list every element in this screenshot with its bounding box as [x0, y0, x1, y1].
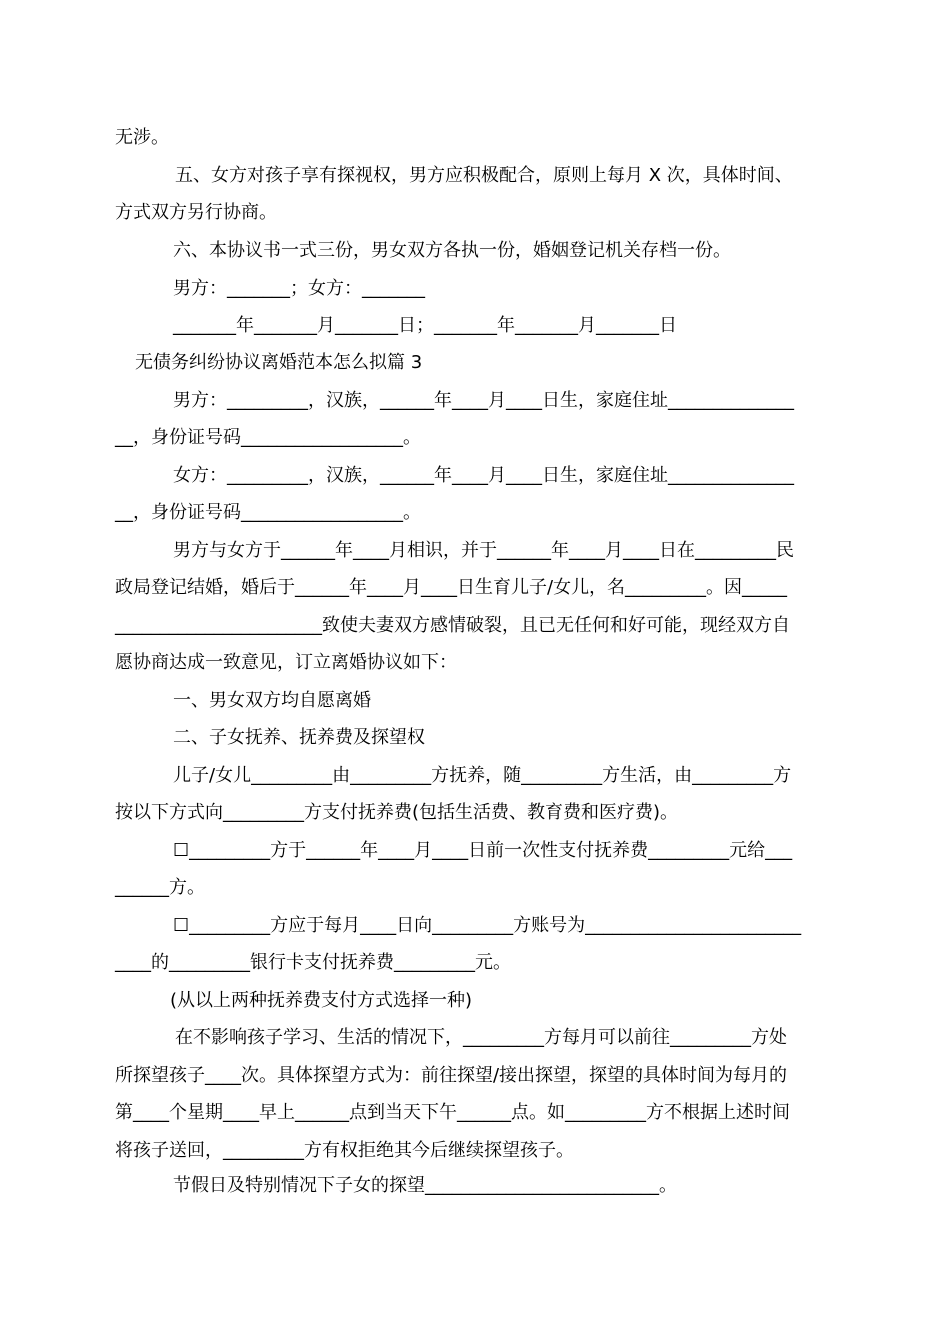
- text-line: __，身份证号码__________________。: [115, 502, 421, 523]
- text-line: (从以上两种抚养费支付方式选择一种): [170, 990, 473, 1011]
- text-line: 男方与女方于______年____月相识，并于______年____月____日在_________民: [173, 540, 794, 561]
- text-line: 所探望孩子____次。具体探望方式为：前往探望/接出探望，探望的具体时间为每月的: [115, 1065, 788, 1086]
- checkbox-option-line: ☐_________方应于每月____日向_________方账号为________________________: [173, 915, 802, 936]
- text-line: 六、本协议书一式三份，男女双方各执一份，婚姻登记机关存档一份。: [173, 240, 731, 261]
- text-line: 一、男女双方均自愿离婚: [173, 690, 371, 711]
- text-line: 无涉。: [115, 127, 169, 148]
- text-line: __，身份证号码__________________。: [115, 427, 421, 448]
- text-line: 男方：_________，汉族，______年____月____日生，家庭住址______________: [173, 390, 794, 411]
- text-line: 女方：_________，汉族，______年____月____日生，家庭住址______________: [173, 465, 794, 486]
- text-line: 第____个星期____早上______点到当天下午______点。如_________方不根据上述时间: [115, 1102, 790, 1123]
- text-line: _______________________致使夫妻双方感情破裂，且已无任何和好可能，现经双方自: [115, 615, 790, 636]
- text-line: 按以下方式向_________方支付抚养费(包括生活费、教育费和医疗费)。: [115, 802, 679, 823]
- text-line: 儿子/女儿_________由_________方抚养，随_________方生活，由_________方: [173, 765, 792, 786]
- text-line: 节假日及特别情况下子女的探望__________________________。: [173, 1175, 677, 1196]
- text-line: 方式双方另行协商。: [115, 202, 277, 223]
- text-line: _______年_______月_______日；_______年_______月_______日: [173, 315, 677, 336]
- section-heading: 无债务纠纷协议离婚范本怎么拟篇 3: [135, 352, 423, 373]
- text-line: 男方：_______；女方：_______: [173, 278, 425, 299]
- text-line: 将孩子送回，_________方有权拒绝其今后继续探望孩子。: [115, 1140, 574, 1161]
- text-line: ______方。: [115, 877, 205, 898]
- text-line: 五、女方对孩子享有探视权，男方应积极配合，原则上每月 X 次，具体时间、: [175, 165, 793, 186]
- text-line: 在不影响孩子学习、生活的情况下，_________方每月可以前往_________方处: [175, 1027, 787, 1048]
- checkbox-option-line: ☐_________方于______年____月____日前一次性支付抚养费_________元给___: [173, 840, 793, 861]
- text-line: 二、子女抚养、抚养费及探望权: [173, 727, 425, 748]
- text-line: ____的_________银行卡支付抚养费_________元。: [115, 952, 511, 973]
- text-line: 愿协商达成一致意见，订立离婚协议如下：: [115, 652, 457, 673]
- text-line: 政局登记结婚，婚后于______年____月____日生育儿子/女儿，名_________。因_____: [115, 577, 788, 598]
